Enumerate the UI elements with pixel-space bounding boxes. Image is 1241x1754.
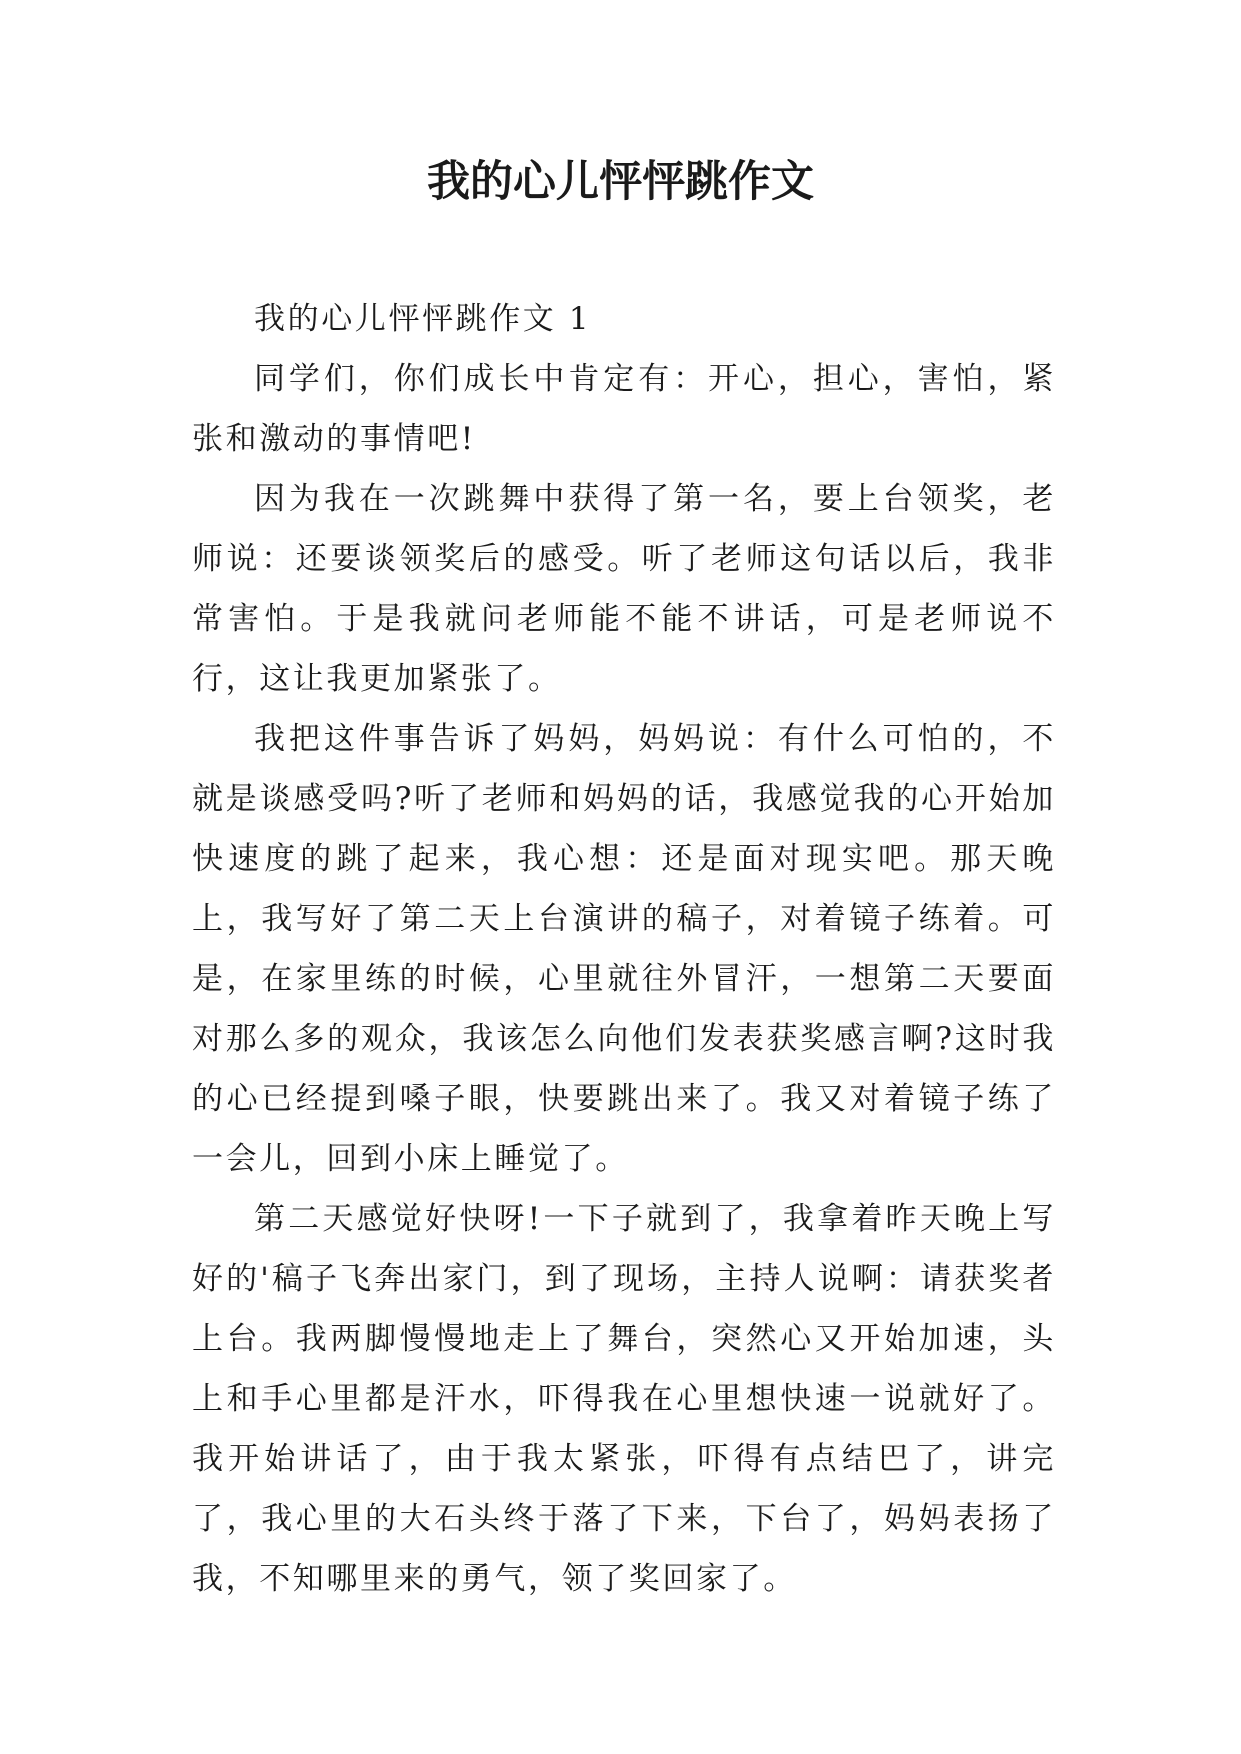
paragraph: 我把这件事告诉了妈妈，妈妈说：有什么可怕的，不就是谈感受吗?听了老师和妈妈的话，我感觉我的心开始加快速度的跳了起来，我心想：还是面对现实吧。那天晚上，我写好了第二天上台演讲的稿子，对着镜子练着。可是，在家里练的时候，心里就往外冒汗，一想第二天要面对那么多的观众，我该怎么向他们发表获奖感言啊?这时我的心已经提到嗓子眼，快要跳出来了。我又对着镜子练了一会儿，回到小床上睡觉了。 [192,721,1056,1177]
paragraph: 因为我在一次跳舞中获得了第一名，要上台领奖，老师说：还要谈领奖后的感受。听了老师这句话以后，我非常害怕。于是我就问老师能不能不讲话，可是老师说不行，这让我更加紧张了。 [192,481,1056,697]
document-title: 我的心儿怦怦跳作文 [427,157,814,207]
paragraph: 第二天感觉好快呀!一下子就到了，我拿着昨天晚上写好的'稿子飞奔出家门，到了现场，主持人说啊：请获奖者上台。我两脚慢慢地走上了舞台，突然心又开始加速，头上和手心里都是汗水，吓得我在心里想快速一说就好了。我开始讲话了，由于我太紧张，吓得有点结巴了，讲完了，我心里的大石头终于落了下来，下台了，妈妈表扬了我，不知哪里来的勇气，领了奖回家了。 [192,1201,1056,1597]
document-body [192,289,1056,1609]
section-heading: 我的心儿怦怦跳作文 1 [254,301,592,337]
paragraph: 同学们，你们成长中肯定有：开心，担心，害怕，紧张和激动的事情吧! [192,361,1056,457]
